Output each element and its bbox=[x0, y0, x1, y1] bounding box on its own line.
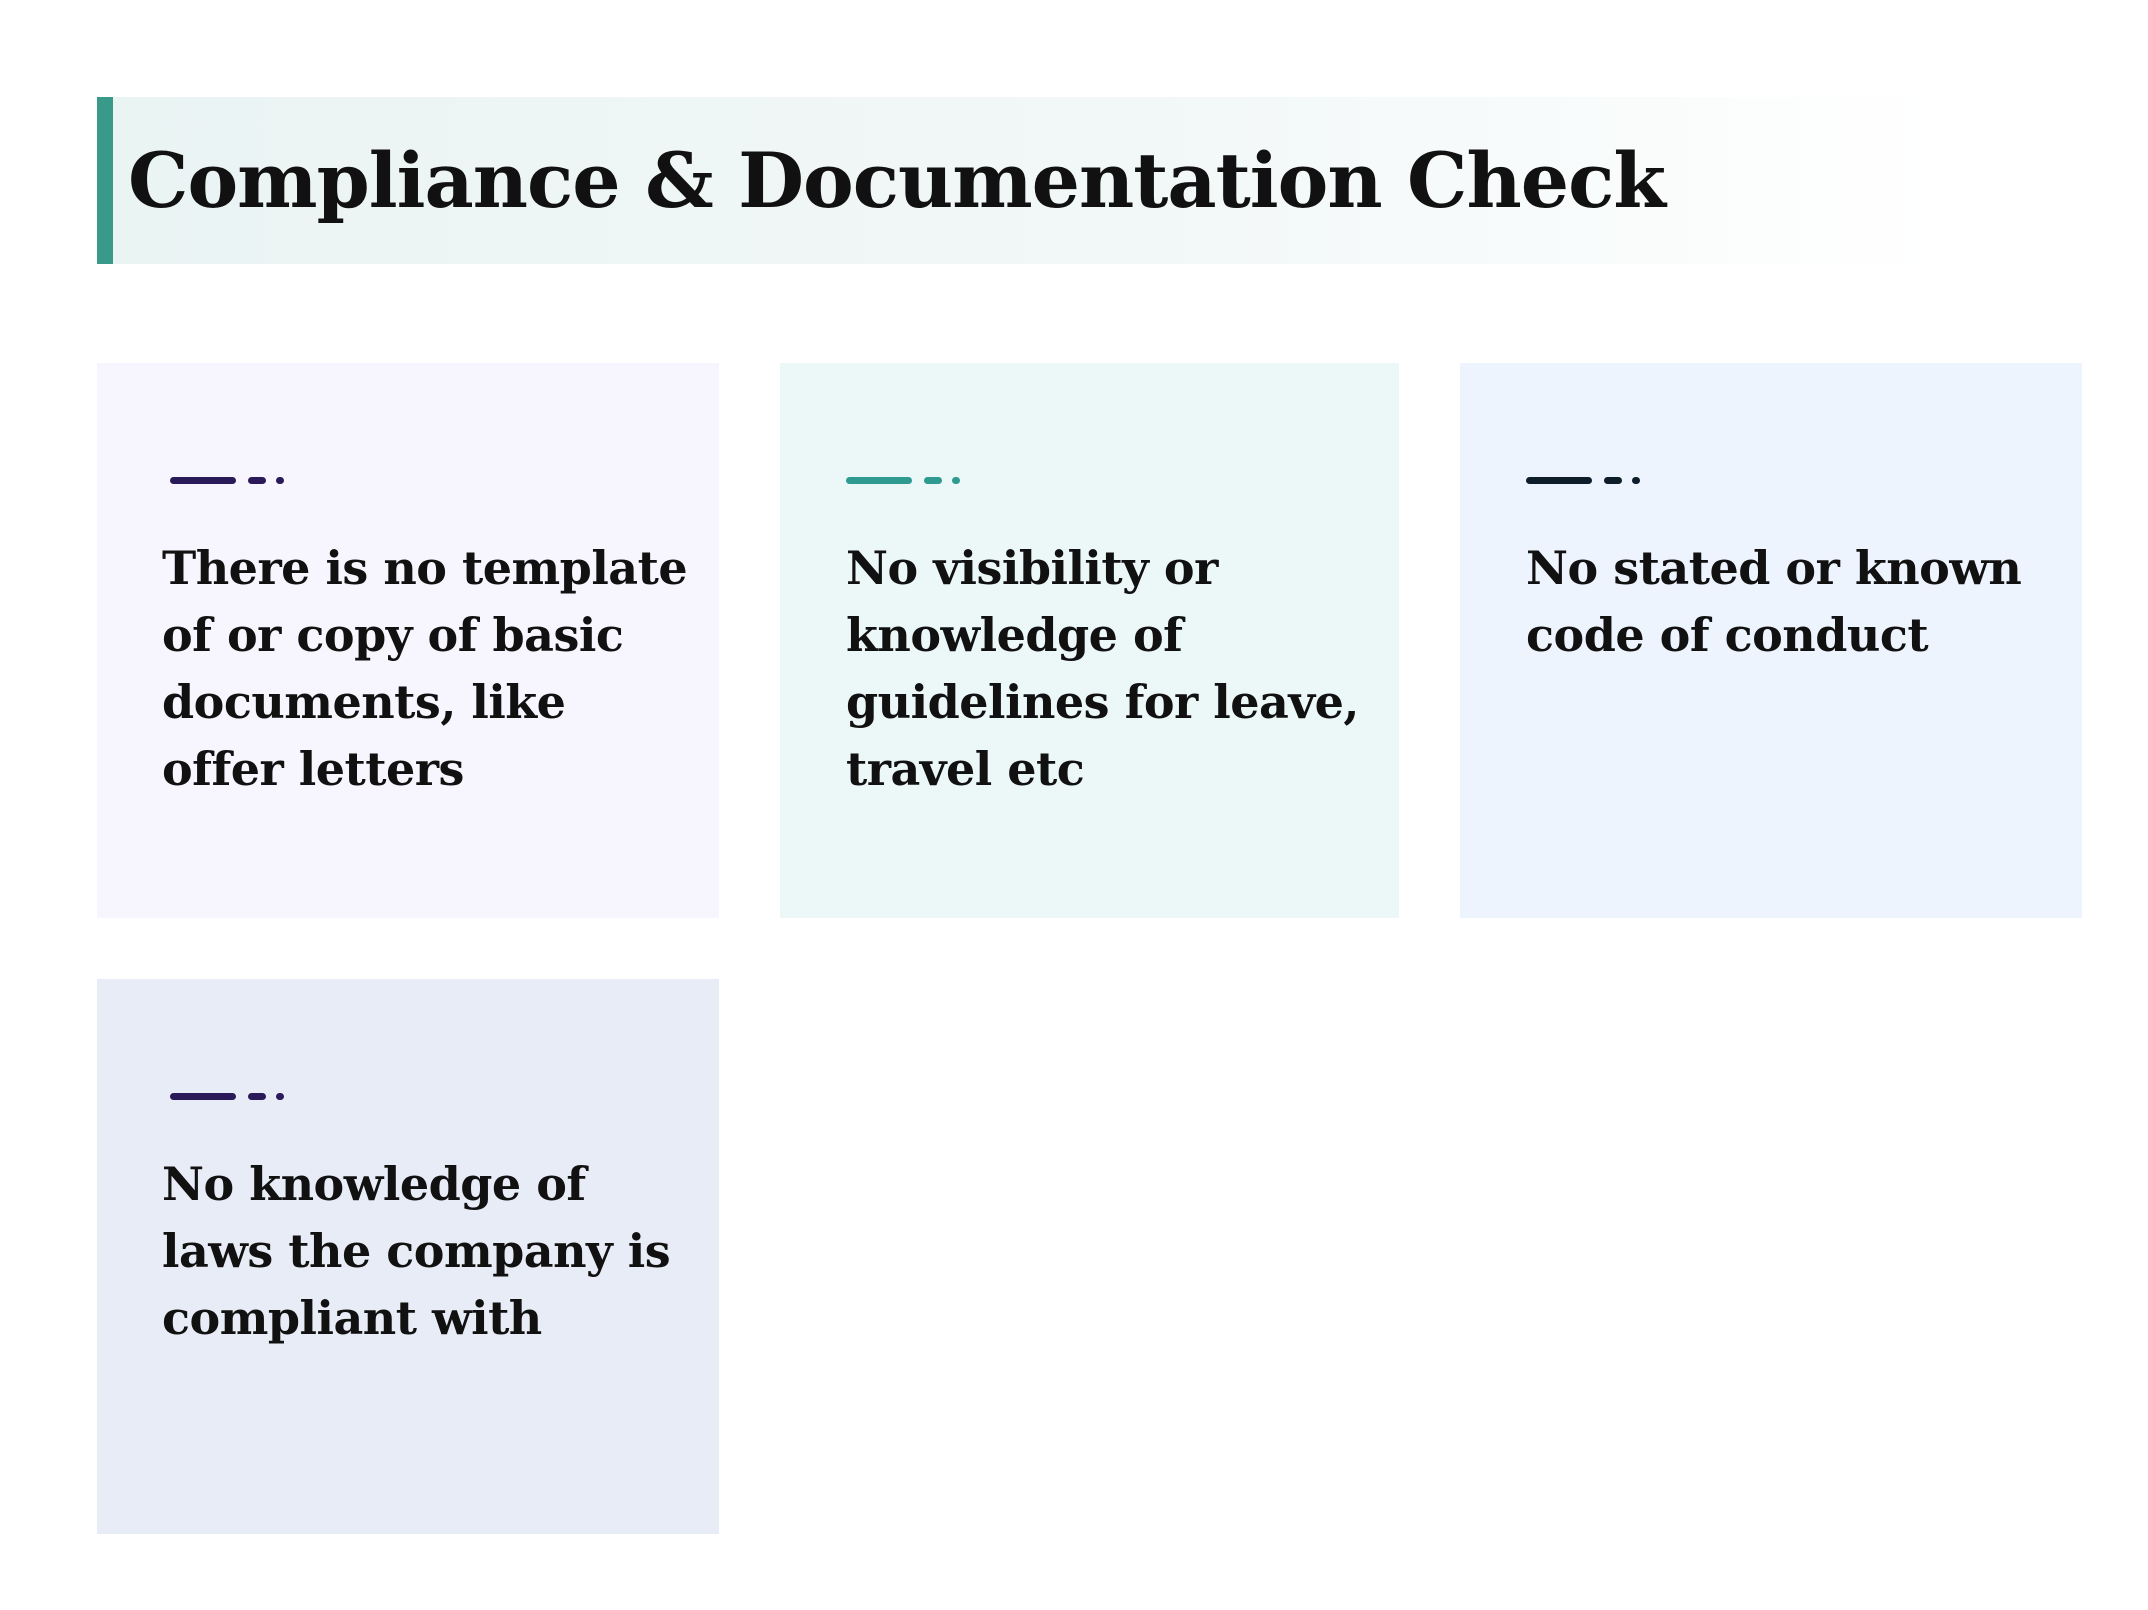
finding-card-templates bbox=[97, 363, 719, 918]
dash-accent-icon bbox=[170, 1092, 300, 1102]
finding-card-laws bbox=[97, 979, 719, 1534]
dash-accent-icon bbox=[170, 476, 300, 486]
finding-card-guidelines bbox=[780, 363, 1399, 918]
finding-card-text: No knowledge of laws the company is compliant with bbox=[162, 1157, 671, 1345]
dash-accent-icon bbox=[1526, 476, 1656, 486]
finding-card-text: No visibility or knowledge of guidelines for leave, travel etc bbox=[846, 541, 1359, 796]
finding-card-code-of-conduct bbox=[1460, 363, 2082, 918]
page-title: Compliance & Documentation Check bbox=[128, 136, 1666, 225]
dash-accent-icon bbox=[846, 476, 976, 486]
finding-card-text: There is no template of or copy of basic documents, like offer letters bbox=[162, 541, 688, 796]
title-banner bbox=[97, 97, 2148, 264]
finding-card-text: No stated or known code of conduct bbox=[1526, 541, 2022, 662]
title-accent-bar bbox=[97, 97, 113, 264]
